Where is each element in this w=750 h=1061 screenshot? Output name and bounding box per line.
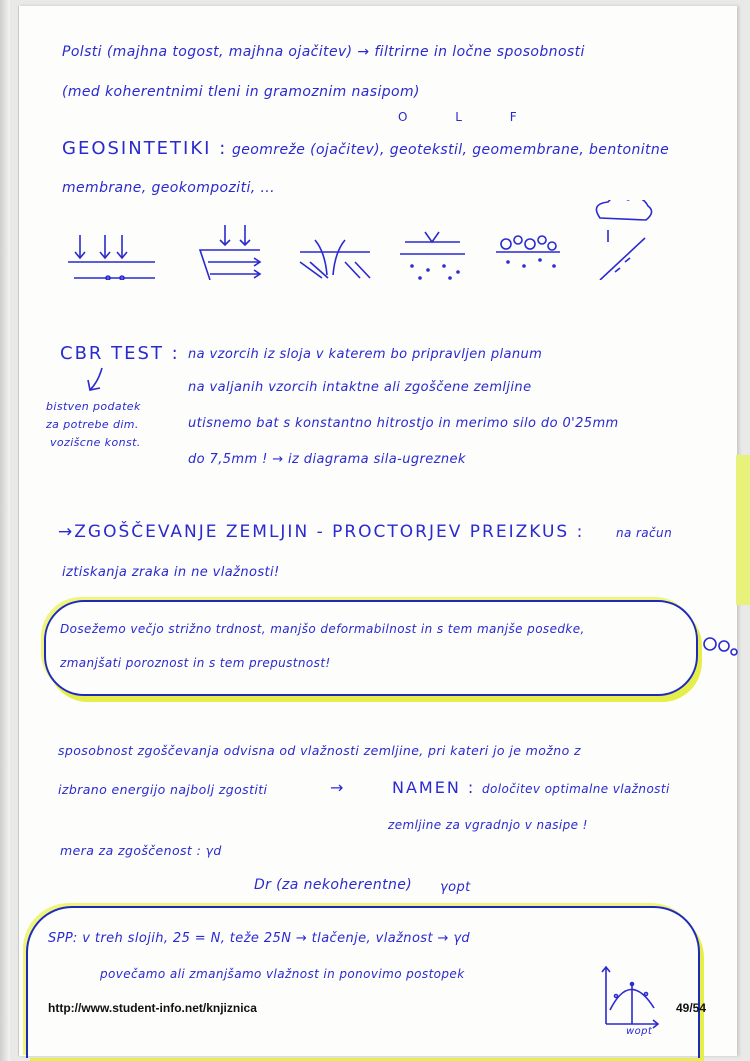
cbr-side-note-2: za potrebe dim. bbox=[46, 418, 139, 431]
cbr-line-2: na valjanih vzorcih intaktne ali zgoščene zemljine bbox=[188, 380, 532, 395]
proctor-title: →ZGOŠČEVANJE ZEMLJIN - PROCTORJEV PREIZKUS : bbox=[58, 522, 585, 542]
note-line-polsti: Polsti (majhna togost, majhna ojačitev) → filtrirne in ločne sposobnosti bbox=[62, 44, 585, 60]
cbr-arrow-icon bbox=[82, 366, 112, 396]
spp-line-2: povečamo ali zmanjšamo vlažnost in ponovimo postopek bbox=[100, 967, 465, 981]
geosintetiki-title: GEOSINTETIKI : bbox=[62, 138, 228, 159]
graph-axis-label: wopt bbox=[626, 1026, 653, 1037]
cbr-line-1: na vzorcih iz sloja v katerem bo pripravljen planum bbox=[188, 347, 543, 362]
namen-label: NAMEN : bbox=[392, 778, 476, 797]
separation-sketch-icon bbox=[68, 235, 155, 280]
drainage-sketch-icon bbox=[300, 240, 370, 278]
cbr-line-4: do 7,5mm ! → iz diagrama sila-ugreznek bbox=[188, 452, 466, 467]
reinforcement-sketch-icon bbox=[200, 225, 260, 280]
gravel-sketch-icon bbox=[496, 236, 560, 267]
footer-url[interactable]: http://www.student-info.net/knjiznica bbox=[48, 1001, 257, 1015]
sposobnost-line-2: izbrano energijo najbolj zgostiti bbox=[58, 782, 268, 797]
geosintetiki-text: geomreže (ojačitev), geotekstil, geomembrane, bentonitne bbox=[232, 142, 670, 158]
namen-text: določitev optimalne vlažnosti bbox=[482, 782, 670, 796]
mera-line: mera za zgoščenost : γd bbox=[60, 843, 222, 858]
dr-line: Dr (za nekoherentne) bbox=[254, 877, 413, 893]
highlight-cloud-1 bbox=[44, 600, 698, 696]
geosintetiki-text-2: membrane, geokompoziti, ... bbox=[62, 180, 275, 196]
cbr-line-3: utisnemo bat s konstantno hitrostjo in merimo silo do 0'25mm bbox=[188, 416, 619, 431]
footer-page-number: 49/54 bbox=[676, 1001, 707, 1015]
gopt-label: γopt bbox=[440, 880, 471, 895]
cbr-side-note-1: bistven podatek bbox=[46, 400, 141, 413]
cloud1-line-2: zmanjšati poroznost in s tem prepustnost! bbox=[60, 656, 331, 670]
note-line-polsti-2: (med koherentnimi tleni in gramoznim nasipom) bbox=[62, 84, 420, 100]
proctor-title-tail: na račun bbox=[616, 526, 673, 540]
spp-line-1: SPP: v treh slojih, 25 = N, teže 25N → tlačenje, vlažnost → γd bbox=[48, 931, 471, 946]
binder-edge bbox=[0, 0, 10, 1061]
geosynthetics-sketches bbox=[60, 200, 720, 280]
bubble-doodle-icon bbox=[700, 632, 740, 662]
geo-labels: O L F bbox=[398, 110, 539, 124]
highlight-strip bbox=[736, 455, 750, 605]
cbr-side-note-3: vozišcne konst. bbox=[50, 436, 141, 449]
cloud1-line-1: Dosežemo večjo strižno trdnost, manjšo deformabilnost in s tem manjše posedke, bbox=[60, 622, 585, 636]
proctor-line-2: iztiskanja zraka in ne vlažnosti! bbox=[62, 565, 280, 580]
namen-text-2: zemljine za vgradnjo v nasipe ! bbox=[388, 818, 588, 832]
sposobnost-line-1: sposobnost zgoščevanja odvisna od vlažnosti zemljine, pri kateri jo je možno z bbox=[58, 743, 581, 758]
filtration-sketch-icon bbox=[400, 232, 465, 279]
cbr-title: CBR TEST : bbox=[60, 343, 180, 364]
sposobnost-arrow: → bbox=[330, 778, 344, 797]
rain-cloud-sketch-icon bbox=[596, 200, 651, 280]
